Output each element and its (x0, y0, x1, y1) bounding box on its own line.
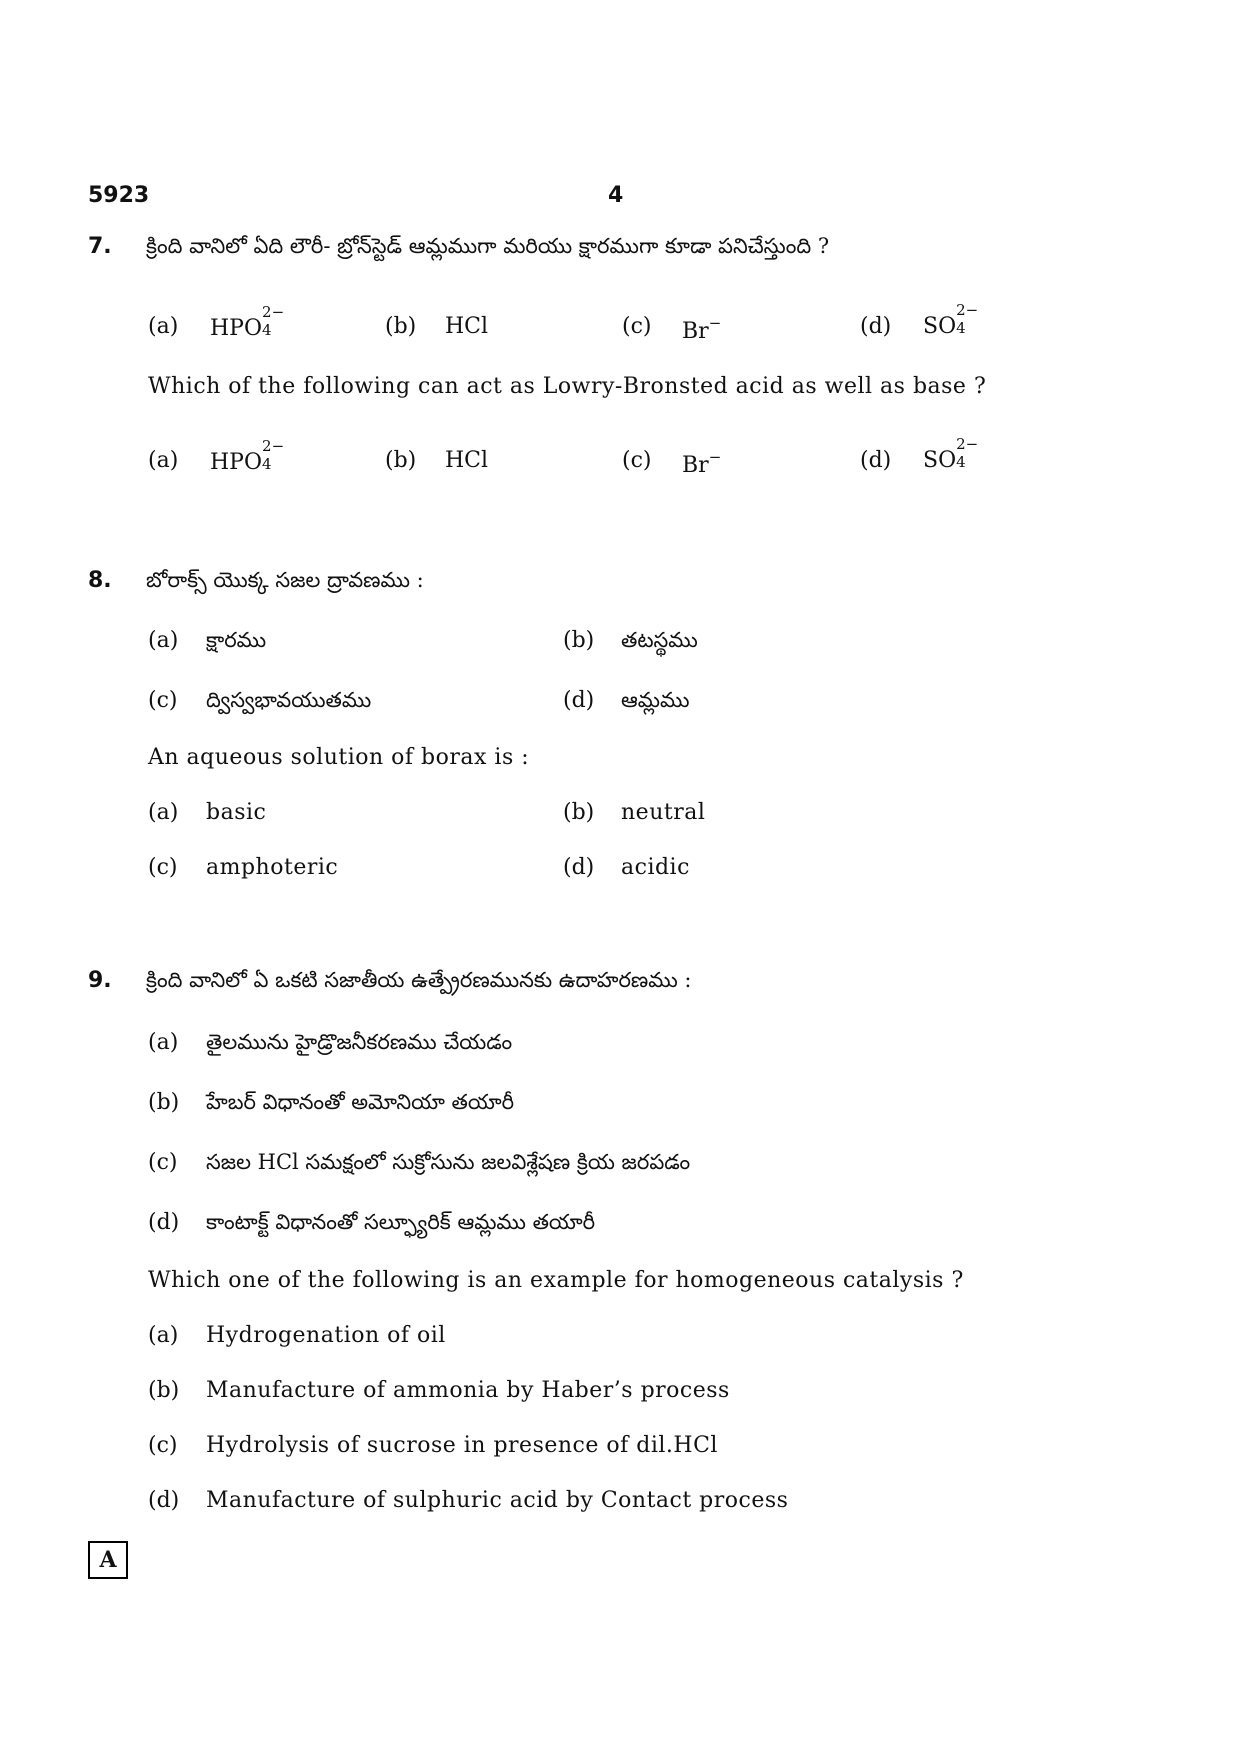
option-label: (a) (148, 628, 179, 653)
option-formula-so4: SO 2− 4 (923, 435, 979, 473)
option-formula-hcl: HCl (445, 314, 489, 339)
option-label: (c) (148, 855, 178, 880)
option-label: (d) (148, 1488, 180, 1513)
option-label: (a) (148, 1030, 179, 1055)
question-text-english: An aqueous solution of borax is : (148, 745, 530, 770)
option-formula-hcl: HCl (445, 448, 489, 473)
option-label: (d) (563, 855, 595, 880)
option-label: (b) (148, 1378, 180, 1403)
option-text: Hydrogenation of oil (206, 1323, 446, 1348)
question-text-english: Which one of the following is an example for homogeneous catalysis ? (148, 1268, 964, 1293)
option-text: ఆమ్లము (621, 688, 690, 712)
option-text: ద్విస్వభావయుతము (206, 688, 372, 712)
paper-code: 5923 (88, 183, 150, 208)
option-text: Manufacture of ammonia by Haber’s process (206, 1378, 730, 1403)
option-label: (c) (148, 1433, 178, 1458)
option-text: సజల HCl సమక్షంలో సుక్రోసును జలవిశ్లేషణ క్రియ జరపడం (206, 1150, 691, 1174)
option-label: (c) (622, 448, 652, 473)
option-label: (a) (148, 448, 179, 473)
question-number: 9. (88, 968, 112, 993)
option-text: acidic (621, 855, 690, 880)
option-formula-br: Br− (682, 314, 722, 344)
series-box: A (88, 1541, 128, 1579)
option-label: (a) (148, 1323, 179, 1348)
option-label: (d) (148, 1210, 180, 1235)
option-formula-hpo4: HPO 2− 4 (210, 303, 285, 341)
option-text: తటస్థము (621, 628, 698, 652)
option-label: (c) (148, 1150, 178, 1175)
option-formula-br: Br− (682, 448, 722, 478)
option-text: amphoteric (206, 855, 339, 880)
option-formula-so4: SO 2− 4 (923, 301, 979, 339)
option-text: basic (206, 800, 267, 825)
option-text: neutral (621, 800, 706, 825)
option-text: కాంటాక్ట్ విధానంతో సల్ఫ్యూరిక్ ఆమ్లము తయారీ (206, 1210, 596, 1234)
option-label: (d) (860, 448, 892, 473)
option-text: Manufacture of sulphuric acid by Contact process (206, 1488, 789, 1513)
page-number: 4 (608, 183, 624, 208)
option-text: Hydrolysis of sucrose in presence of dil.HCl (206, 1433, 718, 1458)
option-text: హేబర్ విధానంతో అమోనియా తయారీ (206, 1090, 515, 1114)
option-label: (b) (563, 628, 595, 653)
option-label: (b) (385, 314, 417, 339)
question-number: 7. (88, 234, 112, 259)
option-label: (b) (385, 448, 417, 473)
option-label: (d) (860, 314, 892, 339)
option-label: (b) (148, 1090, 180, 1115)
question-text-english: Which of the following can act as Lowry-Bronsted acid as well as base ? (148, 374, 987, 399)
option-text: తైలమును హైడ్రొజనీకరణము చేయడం (206, 1030, 513, 1054)
question-text-telugu: క్రింది వానిలో ఏది లౌరీ- బ్రోన్‌స్టెడ్ ఆమ్లముగా మరియు క్షారముగా కూడా పనిచేస్తుంది ? (146, 234, 830, 258)
option-formula-hpo4: HPO 2− 4 (210, 437, 285, 475)
question-text-telugu: బోరాక్స్ యొక్క సజల ద్రావణము : (146, 568, 424, 592)
option-text: క్షారము (206, 628, 267, 652)
option-label: (a) (148, 314, 179, 339)
option-label: (d) (563, 688, 595, 713)
option-label: (b) (563, 800, 595, 825)
option-label: (c) (148, 688, 178, 713)
question-number: 8. (88, 568, 112, 593)
option-label: (c) (622, 314, 652, 339)
option-label: (a) (148, 800, 179, 825)
question-text-telugu: క్రింది వానిలో ఏ ఒకటి సజాతీయ ఉత్ప్రేరణమునకు ఉదాహరణము : (146, 968, 692, 992)
